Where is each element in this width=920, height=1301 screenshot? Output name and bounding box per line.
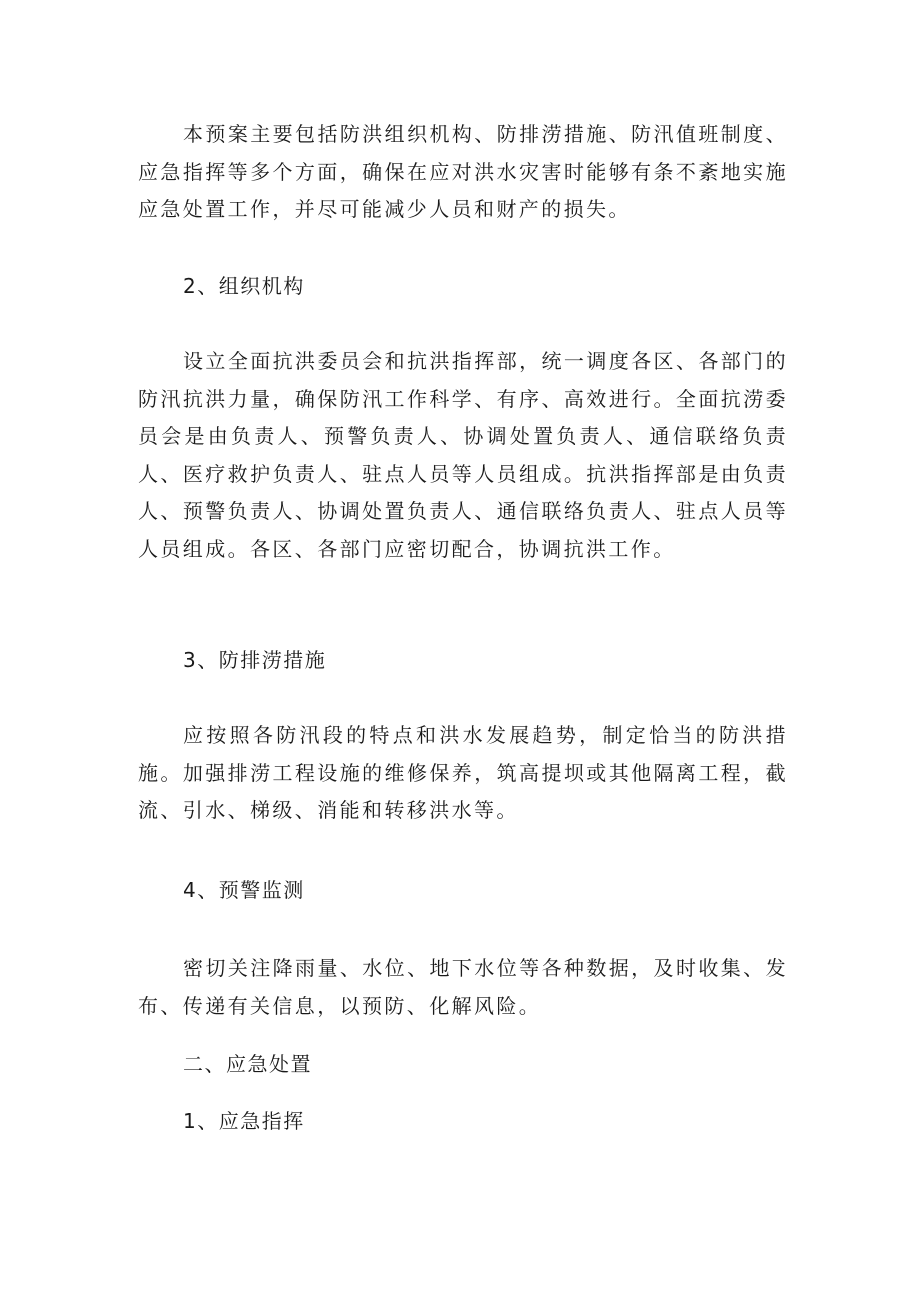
heading-early-warning: 4、预警监测	[183, 878, 305, 902]
paragraph-drainage-measures: 应按照各防汛段的特点和洪水发展趋势，制定恰当的防洪措施。加强排涝工程设施的维修保养，筑高提坝或其他隔离工程，截流、引水、梯级、消能和转移洪水等。	[138, 723, 788, 822]
paragraph-early-warning: 密切关注降雨量、水位、地下水位等各种数据，及时收集、发布、传递有关信息，以预防、化解风险。	[138, 956, 788, 1018]
paragraph-organization: 设立全面抗洪委员会和抗洪指挥部，统一调度各区、各部门的防汛抗洪力量，确保防汛工作科学、有序、高效进行。全面抗涝委员会是由负责人、预警负责人、协调处置负责人、通信联络负责人、医疗救护负责人、驻点人员等人员组成。抗洪指挥部是由负责人、预警负责人、协调处置负责人、通信联络负责人、驻点人员等人员组成。各区、各部门应密切配合，协调抗洪工作。	[138, 349, 788, 561]
heading-emergency-command: 1、应急指挥	[183, 1109, 305, 1133]
heading-drainage-measures: 3、防排涝措施	[183, 648, 327, 672]
heading-organization: 2、组织机构	[183, 274, 305, 298]
paragraph-overview: 本预案主要包括防洪组织机构、防排涝措施、防汛值班制度、应急指挥等多个方面，确保在应对洪水灾害时能够有条不紊地实施应急处置工作，并尽可能减少人员和财产的损失。	[138, 122, 788, 221]
heading-emergency-response: 二、应急处置	[183, 1052, 312, 1076]
